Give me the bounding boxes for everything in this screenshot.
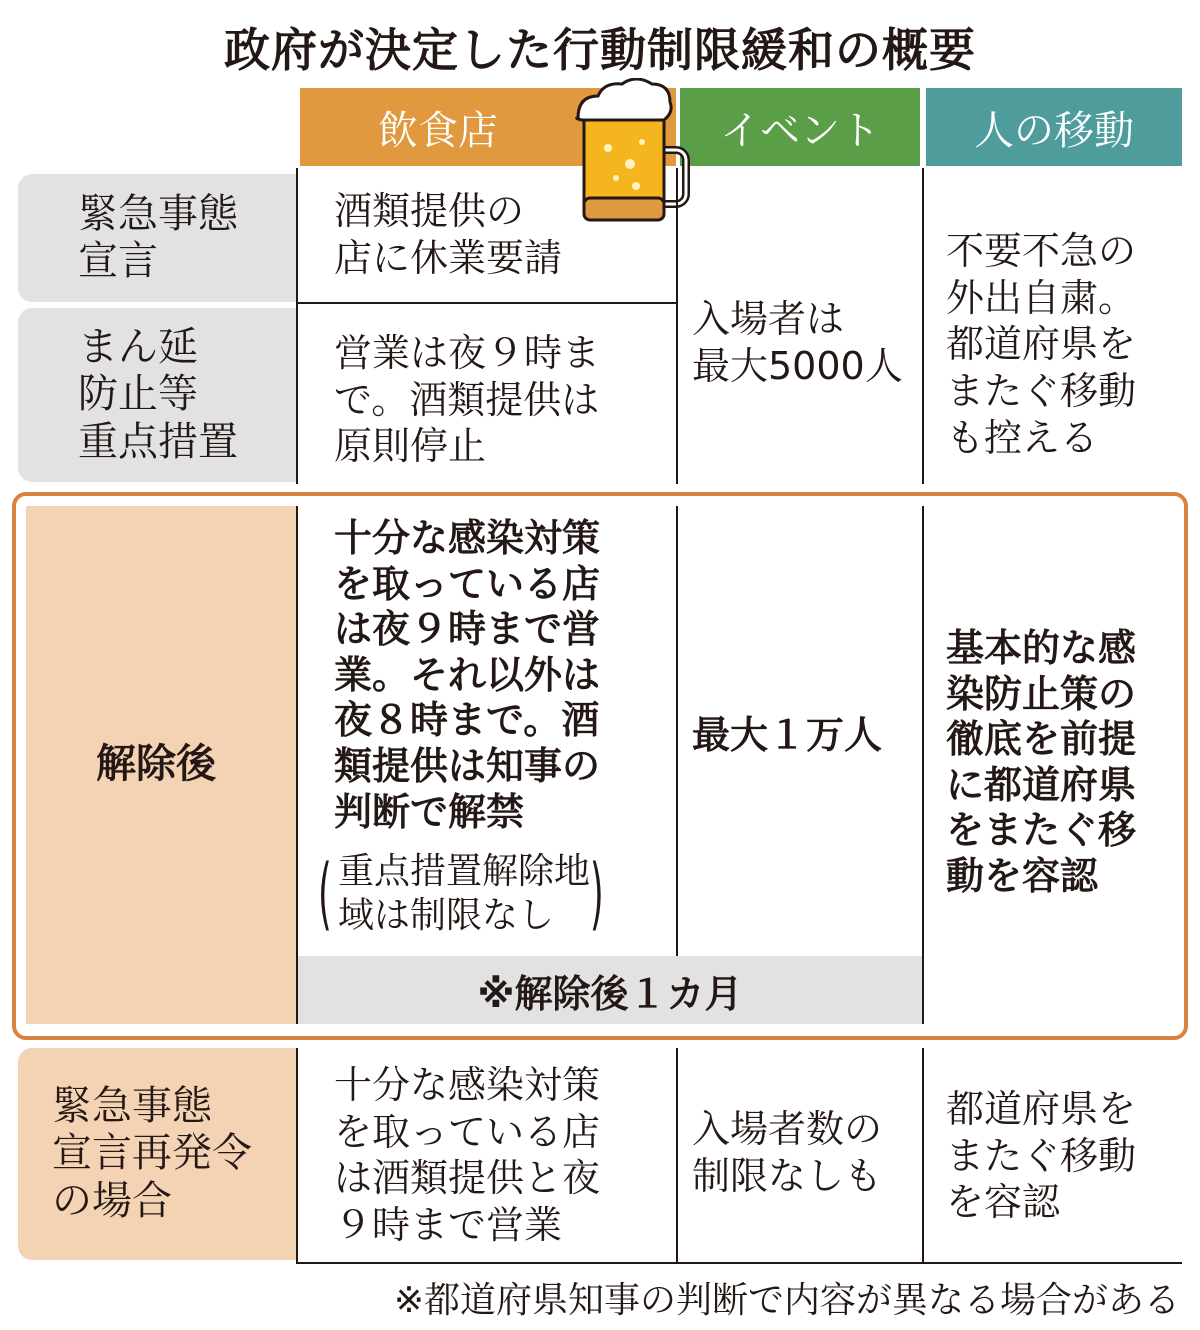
cell-lifted-movement: 基本的な感 染防止策の 徹底を前提 に都道府県 をまたぐ移 動を容認	[946, 626, 1137, 898]
grid-line	[922, 1048, 924, 1262]
grid-line	[296, 302, 678, 304]
page-title: 政府が決定した行動制限緩和の概要	[224, 23, 976, 77]
cell-lifted-restaurant-note	[318, 850, 668, 938]
cell-shared-event: 入場者は 最大5000人	[692, 297, 903, 388]
row-label-emergency-text: 緊急事態 宣言	[78, 190, 238, 284]
cell-lifted-restaurant: 十分な感染対策 を取っている店 は夜９時まで営 業。それ以外は 夜８時まで。酒 類提供は知事の 判断で解禁	[334, 516, 601, 834]
grid-line	[296, 168, 298, 484]
cell-reissue-event: 入場者数の 制限なしも	[692, 1107, 883, 1198]
cell-shared-movement: 不要不急の 外出自粛。 都道府県を またぐ移動 も控える	[946, 229, 1137, 460]
cell-manbo-restaurant: 営業は夜９時ま で。酒類提供は 原則停止	[334, 331, 601, 469]
footnote: ※都道府県知事の判断で内容が異なる場合がある	[393, 1280, 1180, 1321]
paren-close: )	[590, 849, 604, 939]
lifted-period-text: ※解除後１カ月	[477, 971, 743, 1016]
cell-reissue-movement: 都道府県を またぐ移動 を容認	[946, 1087, 1137, 1225]
row-label-emergency	[18, 174, 296, 302]
row-label-manbo	[18, 308, 296, 482]
grid-line	[296, 1262, 1182, 1264]
grid-line	[922, 168, 924, 484]
row-label-reissue-text: 緊急事態 宣言再発令 の場合	[52, 1083, 252, 1224]
grid-line	[676, 1048, 678, 1262]
column-header-movement-label: 人の移動	[974, 107, 1134, 154]
row-label-lifted-text: 解除後	[96, 741, 216, 788]
column-header-restaurant-label: 飲食店	[378, 107, 498, 154]
row-label-manbo-text: まん延 防止等 重点措置	[78, 324, 238, 465]
column-header-movement	[926, 88, 1182, 166]
grid-line	[296, 1048, 298, 1262]
column-header-event-label: イベント	[720, 107, 880, 154]
column-header-event	[680, 88, 920, 166]
cell-lifted-restaurant-note-text: 重点措置解除地 域は制限なし	[338, 851, 591, 936]
cell-reissue-restaurant: 十分な感染対策 を取っている店 は酒類提供と夜 ９時まで営業	[334, 1063, 601, 1248]
row-label-reissue	[18, 1048, 296, 1260]
cell-lifted-event: 最大１万人	[692, 713, 883, 757]
paren-open: (	[318, 849, 332, 939]
grid-line	[676, 168, 678, 484]
cell-emergency-restaurant: 酒類提供の 店に休業要請	[334, 189, 563, 280]
